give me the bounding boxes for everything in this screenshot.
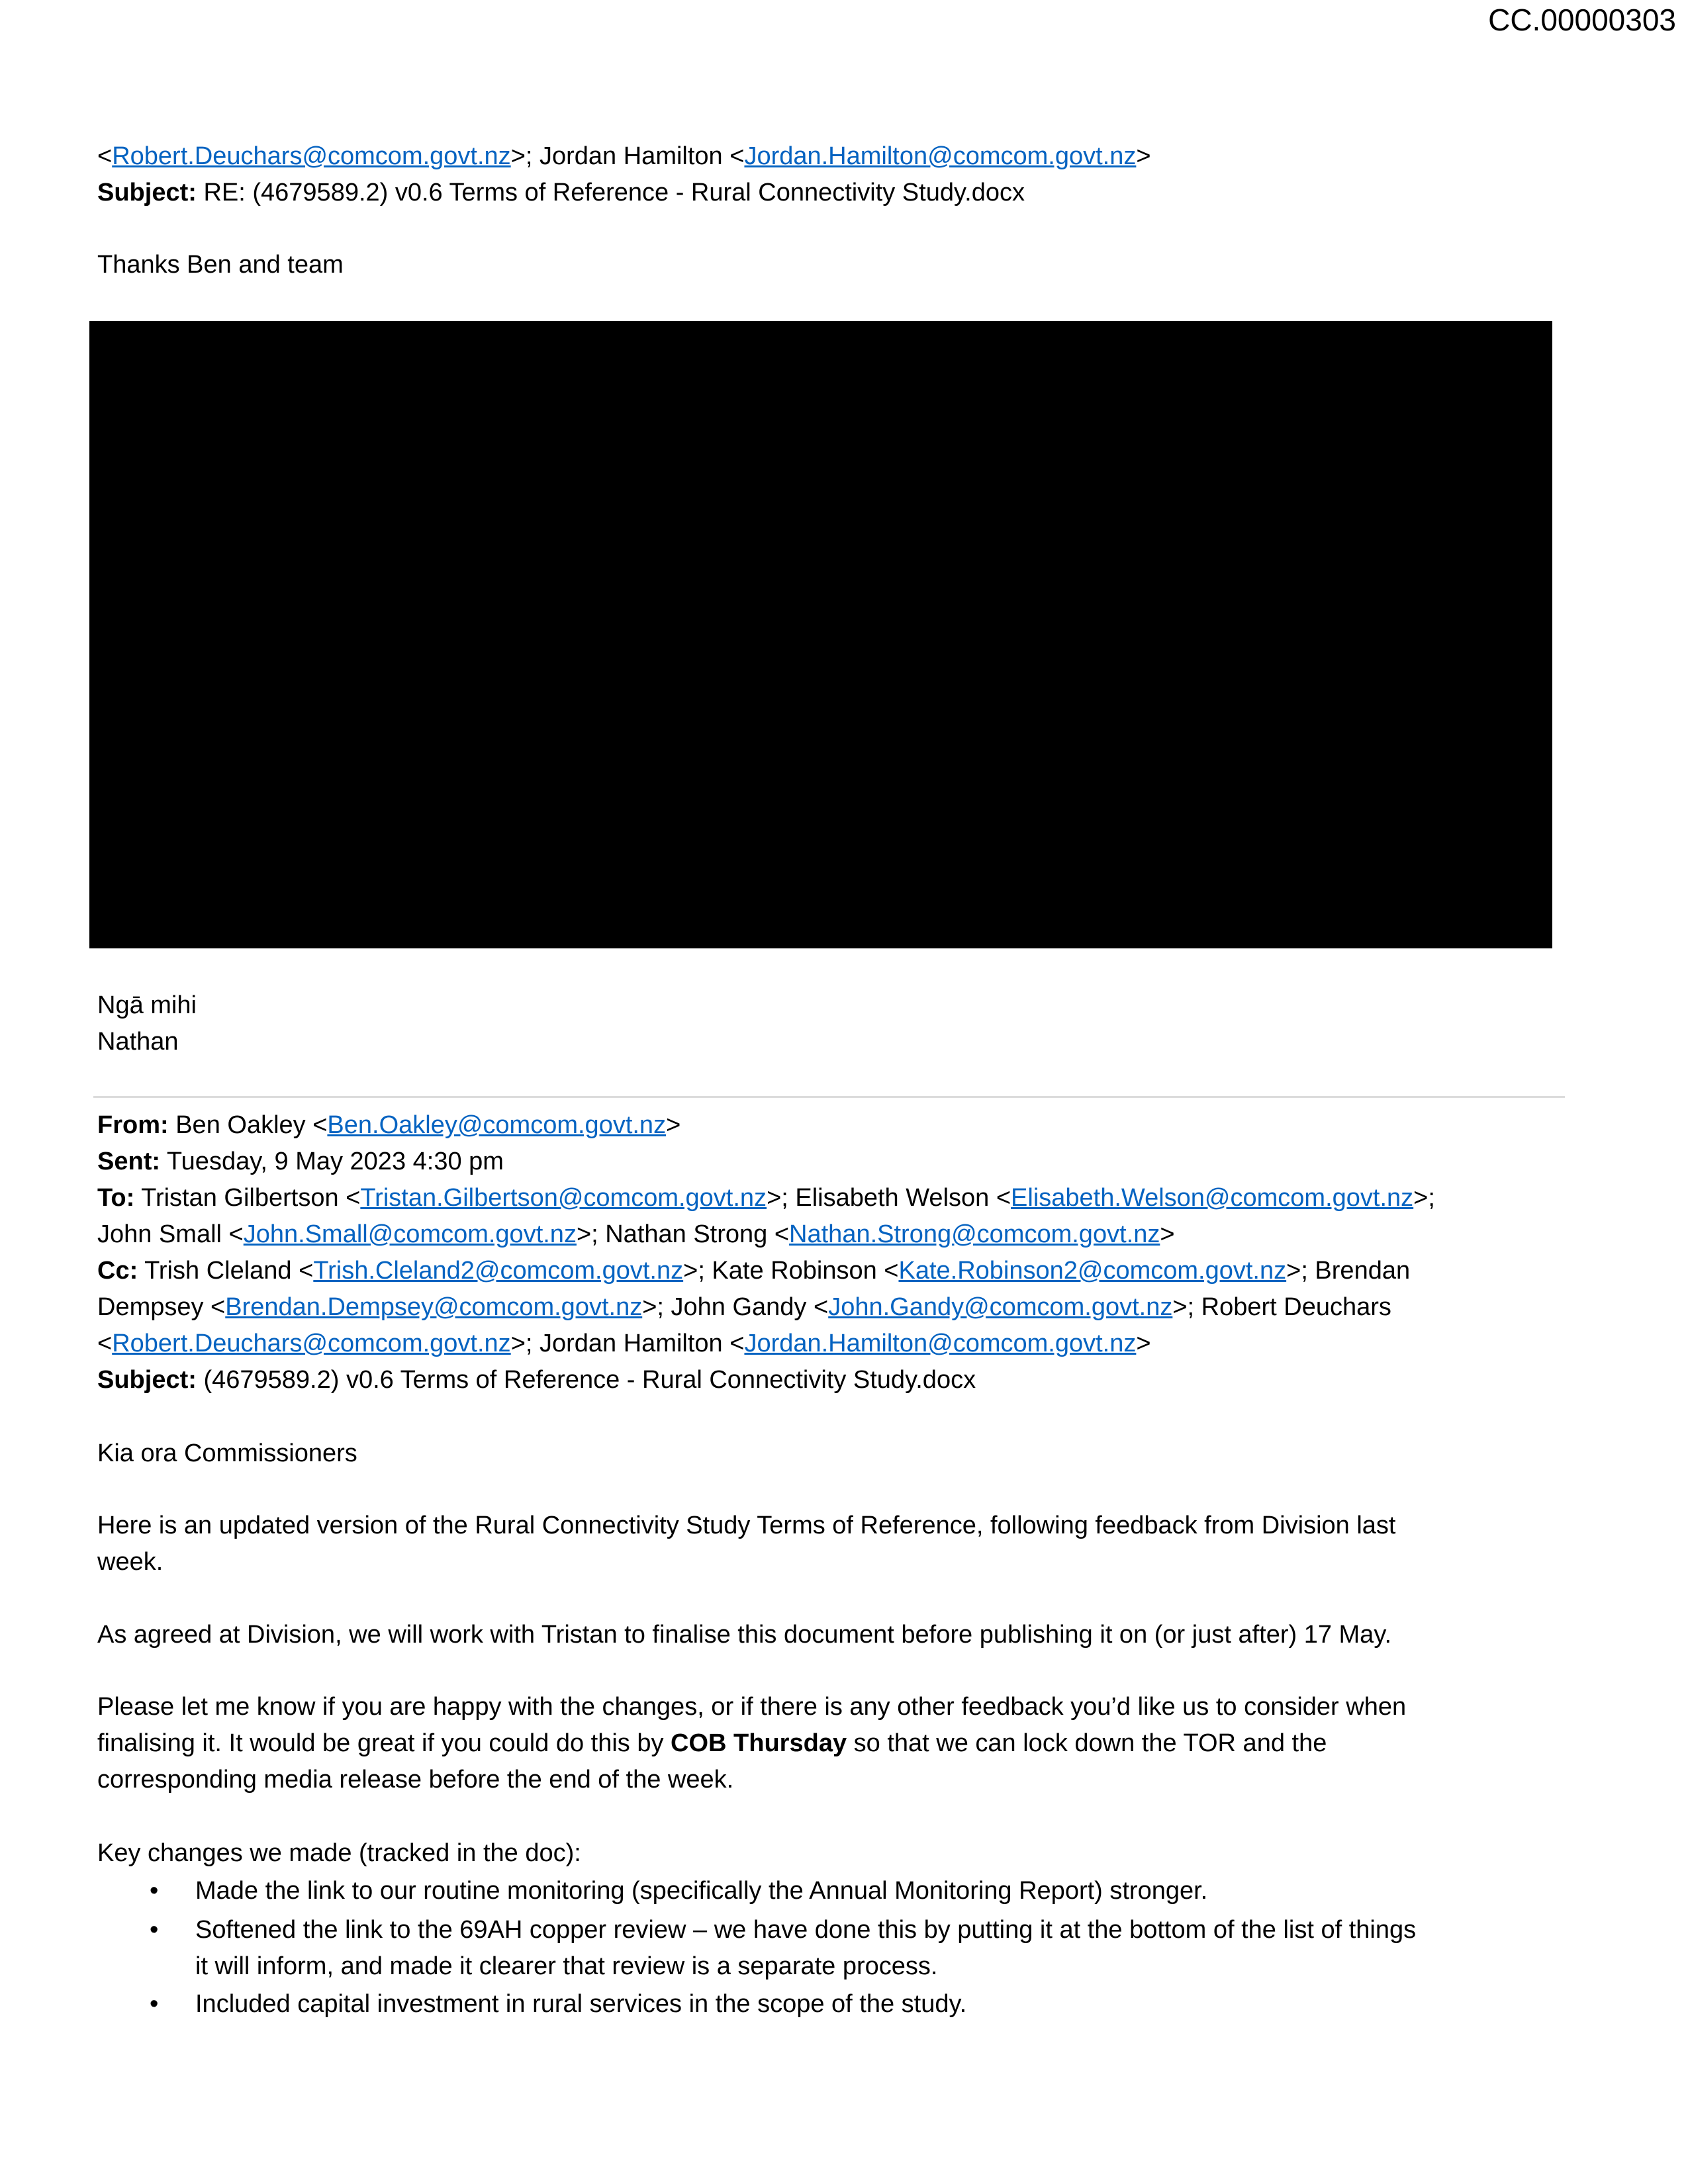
text: finalising it. It would be great if you could do this by [97,1729,671,1757]
text: Trish Cleland < [138,1257,314,1285]
text: >; [1413,1184,1435,1212]
reply-subject [97,175,1025,211]
cc-line [97,1253,1410,1289]
paragraph-3: Please let me know if you are happy with the changes, or if there is any other feedback you’d like us to consider when [97,1693,1407,1721]
text: > [1160,1220,1175,1248]
key-changes-heading: Key changes we made (tracked in the doc): [97,1839,581,1867]
paragraph-1-cont: week. [97,1548,164,1576]
list-item-cont: it will inform, and made it clearer that review is a separate process. [195,1952,938,1980]
reply-greeting: Thanks Ben and team [97,251,344,279]
greeting: Kia ora Commissioners [97,1439,357,1467]
paragraph-3-cont: corresponding media release before the end of the week. [97,1766,734,1794]
text: < [97,142,113,170]
text: >; John Gandy < [642,1293,829,1321]
list-item: Included capital investment in rural services in the scope of the study. [195,1990,967,2018]
bullet-icon: • [150,1916,159,1944]
from-label: From: [97,1111,169,1139]
email-link[interactable]: Jordan.Hamilton@comcom.govt.nz [744,1330,1137,1357]
text: John Small < [97,1220,244,1248]
email-link[interactable]: Trish.Cleland2@comcom.govt.nz [313,1257,684,1285]
document-id: CC.00000303 [1488,3,1676,37]
email-link[interactable]: Kate.Robinson2@comcom.govt.nz [898,1257,1287,1285]
sent-label: Sent: [97,1148,160,1175]
paragraph-2: As agreed at Division, we will work with Tristan to finalise this document before publishing it on (or just after) 17 May. [97,1621,1392,1649]
text: so that we can lock down the TOR and the [847,1729,1327,1757]
paragraph-3-cont [97,1725,1327,1762]
signature: Nathan [97,1028,179,1056]
signoff: Ngā mihi [97,991,197,1019]
to-line [97,1180,1435,1216]
text: > [666,1111,681,1139]
bullet-icon: • [150,1990,159,2018]
email-link[interactable]: Brendan.Dempsey@comcom.govt.nz [225,1293,643,1321]
list-item: Made the link to our routine monitoring (specifically the Annual Monitoring Report) stronger. [195,1877,1208,1905]
email-link[interactable]: Ben.Oakley@comcom.govt.nz [327,1111,667,1139]
from-line [97,1107,680,1144]
text: >; Robert Deuchars [1172,1293,1391,1321]
to-line-cont [97,1216,1175,1253]
cc-label: Cc: [97,1257,138,1285]
email-link[interactable]: Jordan.Hamilton@comcom.govt.nz [744,142,1137,170]
text: >; Elisabeth Welson < [767,1184,1011,1212]
cc-line-cont [97,1326,1151,1362]
email-link[interactable]: John.Gandy@comcom.govt.nz [828,1293,1173,1321]
text: >; Kate Robinson < [683,1257,899,1285]
subject-text: (4679589.2) v0.6 Terms of Reference - Rural Connectivity Study.docx [196,1366,976,1394]
email-link[interactable]: Nathan.Strong@comcom.govt.nz [789,1220,1160,1248]
email-link[interactable]: Robert.Deuchars@comcom.govt.nz [112,1330,511,1357]
list-item: Softened the link to the 69AH copper review – we have done this by putting it at the bottom of the list of things [195,1916,1417,1944]
text: >; Jordan Hamilton < [510,142,745,170]
deadline-bold: COB Thursday [671,1729,847,1757]
text: Tristan Gilbertson < [134,1184,361,1212]
email-link[interactable]: Elisabeth.Welson@comcom.govt.nz [1011,1184,1414,1212]
reply-recipients-tail [97,138,1151,175]
subject-label: Subject: [97,1366,197,1394]
text: >; Jordan Hamilton < [510,1330,745,1357]
text: Ben Oakley < [168,1111,328,1139]
cc-line-cont [97,1289,1391,1326]
text: > [1136,142,1151,170]
subject-label: Subject: [97,179,197,206]
redacted-block [89,321,1552,948]
bullet-icon: • [150,1877,159,1905]
text: < [97,1330,113,1357]
to-label: To: [97,1184,135,1212]
email-link[interactable]: Robert.Deuchars@comcom.govt.nz [112,142,511,170]
text: Tuesday, 9 May 2023 4:30 pm [160,1148,504,1175]
text: >; Brendan [1286,1257,1411,1285]
sent-line [97,1144,504,1180]
email-link[interactable]: John.Small@comcom.govt.nz [243,1220,577,1248]
email-link[interactable]: Tristan.Gilbertson@comcom.govt.nz [360,1184,767,1212]
paragraph-1: Here is an updated version of the Rural Connectivity Study Terms of Reference, following feedback from Division last [97,1512,1396,1539]
text: >; Nathan Strong < [576,1220,790,1248]
subject-line [97,1362,976,1398]
text: > [1136,1330,1151,1357]
subject-text: RE: (4679589.2) v0.6 Terms of Reference - Rural Connectivity Study.docx [196,179,1025,206]
text: Dempsey < [97,1293,226,1321]
message-divider [93,1096,1565,1098]
